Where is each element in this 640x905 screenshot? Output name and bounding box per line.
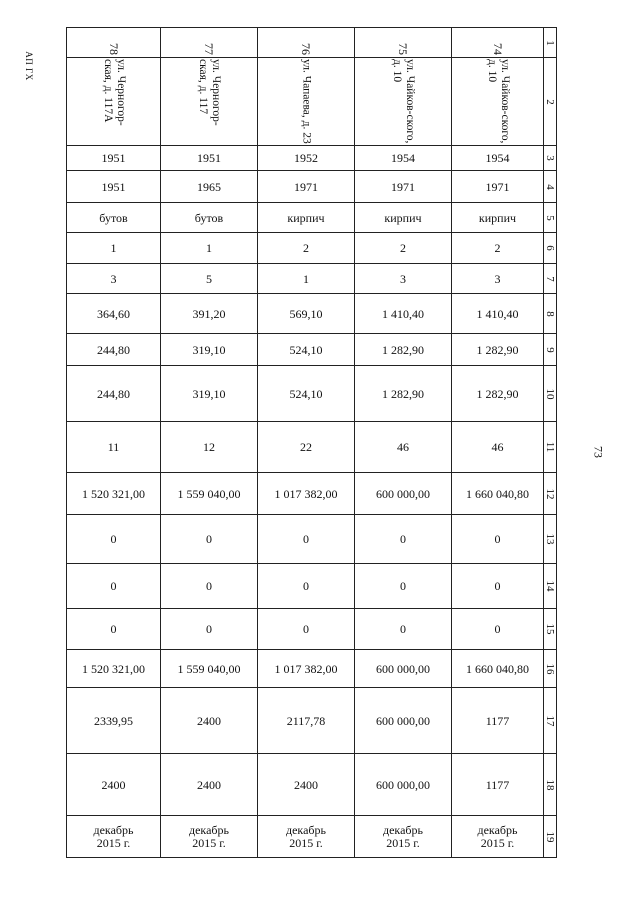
cell-value: 600 000,00 xyxy=(376,486,430,501)
table-cell xyxy=(355,688,452,754)
table-row xyxy=(67,203,557,233)
table-cell xyxy=(161,203,258,233)
table-cell xyxy=(258,146,355,171)
cell-value: 1177 xyxy=(485,777,510,792)
cell-value: 1951 xyxy=(101,151,126,165)
cell-value: 1177 xyxy=(485,713,510,728)
cell-value: 600 000,00 xyxy=(376,777,430,792)
cell-value: 0 xyxy=(400,532,406,546)
address-text: ул. Чапаева, д. 23 xyxy=(300,58,313,144)
table-cell xyxy=(161,171,258,203)
column-number: 74 xyxy=(490,43,505,55)
address-cell xyxy=(67,58,161,146)
row-index: 15 xyxy=(544,623,556,635)
table-cell xyxy=(258,203,355,233)
row-index-cell xyxy=(544,146,557,171)
table-cell xyxy=(67,203,161,233)
table-cell xyxy=(161,688,258,754)
table-cell xyxy=(452,754,544,816)
cell-value: декабрь 2015 г. xyxy=(93,822,134,850)
table-cell xyxy=(452,203,544,233)
row-index: 17 xyxy=(544,715,556,726)
row-index: 5 xyxy=(544,214,556,221)
row-index-cell xyxy=(544,171,557,203)
row-index: 16 xyxy=(544,663,556,674)
table-cell xyxy=(258,515,355,564)
table-row xyxy=(67,650,557,688)
table-cell xyxy=(452,366,544,422)
table-cell xyxy=(258,422,355,473)
cell-value: 0 xyxy=(206,532,212,546)
column-number-cell xyxy=(161,28,258,58)
table-cell xyxy=(355,564,452,609)
row-index-cell xyxy=(544,816,557,858)
cell-value: 1 282,90 xyxy=(382,386,424,401)
cell-value: бутов xyxy=(99,210,128,225)
cell-value: 569,10 xyxy=(289,306,323,321)
cell-value: 1 xyxy=(206,241,212,255)
cell-value: 11 xyxy=(107,440,120,454)
address-text: ул. Черногор-ская, д. 117 xyxy=(197,58,222,126)
row-index-cell xyxy=(544,422,557,473)
table-cell xyxy=(452,564,544,609)
row-index-cell xyxy=(544,688,557,754)
table-cell xyxy=(67,146,161,171)
column-number-cell xyxy=(258,28,355,58)
cell-value: 391,20 xyxy=(192,306,226,321)
table-cell xyxy=(258,609,355,650)
row-index: 13 xyxy=(544,533,556,545)
address-text: ул. Чайков-ского, д. 10 xyxy=(391,58,416,143)
table-cell xyxy=(67,564,161,609)
cell-value: 524,10 xyxy=(289,342,323,357)
address-text: ул. Чайков-ского, д. 10 xyxy=(485,58,511,143)
row-index: 2 xyxy=(544,98,556,105)
row-index: 11 xyxy=(544,441,556,453)
cell-value: 1971 xyxy=(485,179,510,194)
row-index: 10 xyxy=(544,388,556,399)
cell-value: декабрь 2015 г. xyxy=(286,822,326,850)
column-number: 78 xyxy=(106,43,121,55)
row-index: 4 xyxy=(544,183,556,190)
table-row xyxy=(67,609,557,650)
table-cell xyxy=(67,366,161,422)
cell-value: 46 xyxy=(397,440,409,454)
cell-value: 319,10 xyxy=(192,342,226,357)
row-index: 19 xyxy=(544,831,556,842)
table-row xyxy=(67,754,557,816)
cell-value: 0 xyxy=(494,622,501,636)
table-cell xyxy=(452,515,544,564)
cell-value: 3 xyxy=(400,271,406,286)
table-row xyxy=(67,422,557,473)
table-cell xyxy=(452,264,544,294)
table-cell xyxy=(355,294,452,334)
table-cell xyxy=(355,146,452,171)
cell-value: 319,10 xyxy=(192,386,226,401)
cell-value: 1 410,40 xyxy=(382,306,424,321)
cell-value: 1 660 040,80 xyxy=(466,661,529,676)
table-cell xyxy=(258,564,355,609)
table-cell xyxy=(67,609,161,650)
row-index-cell xyxy=(544,366,557,422)
cell-value: 22 xyxy=(300,440,312,454)
table-cell xyxy=(452,146,544,171)
table-cell xyxy=(258,233,355,264)
table-cell xyxy=(452,171,544,203)
cell-value: кирпич xyxy=(287,210,325,225)
table-cell xyxy=(355,233,452,264)
cell-value: 2400 xyxy=(197,713,221,728)
cell-value: 2117,78 xyxy=(286,713,326,728)
table-row xyxy=(67,334,557,366)
table-row xyxy=(67,294,557,334)
cell-value: 0 xyxy=(110,532,117,546)
table-row xyxy=(67,515,557,564)
table-cell xyxy=(452,334,544,366)
cell-value: 0 xyxy=(303,532,309,546)
row-index: 18 xyxy=(544,779,556,790)
cell-value: 0 xyxy=(303,622,309,636)
cell-value: 1954 xyxy=(391,151,415,165)
address-text: ул. Черногор-ская, д. 117А xyxy=(101,58,127,126)
row-index-cell xyxy=(544,754,557,816)
cell-value: 1951 xyxy=(197,151,221,165)
table-cell xyxy=(161,294,258,334)
cell-value: 1971 xyxy=(294,179,318,194)
cell-value: 3 xyxy=(494,271,501,286)
table-cell xyxy=(258,473,355,515)
cell-value: 0 xyxy=(494,579,501,593)
cell-value: 1 282,90 xyxy=(476,386,519,401)
cell-value: 5 xyxy=(206,271,212,286)
table-cell xyxy=(67,264,161,294)
column-number: 75 xyxy=(396,43,410,55)
table-cell xyxy=(258,334,355,366)
table-cell xyxy=(67,294,161,334)
cell-value: 0 xyxy=(400,579,406,593)
table-cell xyxy=(258,650,355,688)
table-row xyxy=(67,58,557,146)
cell-value: 1 xyxy=(303,271,309,286)
table-cell xyxy=(258,264,355,294)
table-cell xyxy=(161,650,258,688)
row-index-cell xyxy=(544,650,557,688)
table-cell xyxy=(355,422,452,473)
row-index-cell xyxy=(544,564,557,609)
cell-value: 2 xyxy=(400,241,406,255)
row-index-cell xyxy=(544,515,557,564)
stamp-text: АП ГХ xyxy=(24,51,34,81)
cell-value: 244,80 xyxy=(97,342,130,357)
table-cell xyxy=(355,515,452,564)
cell-value: 1954 xyxy=(485,151,510,165)
table-cell xyxy=(355,334,452,366)
table-row xyxy=(67,688,557,754)
table-cell xyxy=(355,650,452,688)
cell-value: бутов xyxy=(194,210,224,225)
document-stamp xyxy=(20,46,38,86)
address-cell xyxy=(355,58,452,146)
table-cell xyxy=(161,754,258,816)
table-cell xyxy=(161,515,258,564)
table-cell xyxy=(258,688,355,754)
row-index: 8 xyxy=(544,310,556,317)
table-row xyxy=(67,28,557,58)
cell-value: кирпич xyxy=(384,210,422,225)
table-row xyxy=(67,264,557,294)
table-cell xyxy=(67,688,161,754)
cell-value: декабрь 2015 г. xyxy=(383,822,423,850)
table-row xyxy=(67,564,557,609)
row-index: 1 xyxy=(544,39,556,46)
cell-value: 1 559 040,00 xyxy=(177,486,241,501)
table-cell xyxy=(355,264,452,294)
cell-value: 2400 xyxy=(294,777,318,792)
cell-value: 3 xyxy=(110,271,117,286)
cell-value: 1 017 382,00 xyxy=(274,486,338,501)
table-cell xyxy=(355,816,452,858)
table-row xyxy=(67,473,557,515)
table-cell xyxy=(67,422,161,473)
row-index: 12 xyxy=(544,488,556,499)
cell-value: 1 282,90 xyxy=(382,342,424,357)
cell-value: декабрь 2015 г. xyxy=(189,822,229,850)
table-cell xyxy=(161,473,258,515)
table-cell xyxy=(161,146,258,171)
row-index: 7 xyxy=(544,275,556,282)
cell-value: 1952 xyxy=(294,151,318,165)
table-cell xyxy=(452,650,544,688)
table-cell xyxy=(355,609,452,650)
cell-value: 46 xyxy=(491,440,504,454)
table-row xyxy=(67,233,557,264)
table-cell xyxy=(258,366,355,422)
table-row xyxy=(67,366,557,422)
cell-value: 600 000,00 xyxy=(376,713,430,728)
row-index-cell xyxy=(544,28,557,58)
data-table xyxy=(66,27,557,858)
cell-value: 2 xyxy=(303,241,309,255)
table-cell xyxy=(355,171,452,203)
cell-value: 244,80 xyxy=(97,386,130,401)
cell-value: 1 520 321,00 xyxy=(82,486,145,501)
cell-value: 0 xyxy=(110,622,117,636)
table-cell xyxy=(452,609,544,650)
table-cell xyxy=(258,294,355,334)
row-index-cell xyxy=(544,334,557,366)
address-cell xyxy=(258,58,355,146)
column-number-cell xyxy=(355,28,452,58)
cell-value: 1 660 040,80 xyxy=(466,486,529,501)
cell-value: 12 xyxy=(203,440,215,454)
column-number: 76 xyxy=(299,43,313,55)
table-cell xyxy=(452,473,544,515)
cell-value: 0 xyxy=(400,622,406,636)
table-cell xyxy=(355,366,452,422)
column-number: 77 xyxy=(202,43,216,55)
table-cell xyxy=(161,422,258,473)
row-index: 14 xyxy=(544,580,556,592)
table-cell xyxy=(161,334,258,366)
table-cell xyxy=(355,473,452,515)
table-cell xyxy=(355,203,452,233)
row-index-cell xyxy=(544,264,557,294)
cell-value: 1 017 382,00 xyxy=(274,661,338,676)
row-index: 6 xyxy=(544,245,556,251)
address-cell xyxy=(161,58,258,146)
row-index-cell xyxy=(544,233,557,264)
table-cell xyxy=(161,233,258,264)
cell-value: 1 282,90 xyxy=(476,342,519,357)
row-index-cell xyxy=(544,203,557,233)
table-cell xyxy=(258,816,355,858)
cell-value: кирпич xyxy=(478,210,517,225)
table-cell xyxy=(67,515,161,564)
cell-value: 524,10 xyxy=(289,386,323,401)
column-number-cell xyxy=(452,28,544,58)
table-cell xyxy=(161,264,258,294)
table-cell xyxy=(452,816,544,858)
table-cell xyxy=(67,334,161,366)
table-cell xyxy=(258,754,355,816)
cell-value: 1 xyxy=(110,241,117,255)
column-number-cell xyxy=(67,28,161,58)
table-cell xyxy=(161,564,258,609)
row-index-cell xyxy=(544,609,557,650)
cell-value: 2 xyxy=(494,241,501,255)
page-number-text: 73 xyxy=(591,446,606,458)
table-cell xyxy=(67,473,161,515)
cell-value: декабрь 2015 г. xyxy=(477,822,518,850)
table-row xyxy=(67,171,557,203)
table-cell xyxy=(161,609,258,650)
cell-value: 1 520 321,00 xyxy=(82,661,145,676)
table-cell xyxy=(452,422,544,473)
table-cell xyxy=(452,233,544,264)
table-row xyxy=(67,816,557,858)
cell-value: 2400 xyxy=(101,777,126,792)
address-cell xyxy=(452,58,544,146)
cell-value: 1951 xyxy=(101,179,126,194)
table-cell xyxy=(452,688,544,754)
cell-value: 1 559 040,00 xyxy=(177,661,241,676)
cell-value: 0 xyxy=(110,579,117,593)
page-number xyxy=(588,442,608,462)
cell-value: 0 xyxy=(303,579,309,593)
cell-value: 600 000,00 xyxy=(376,661,430,676)
row-index: 9 xyxy=(544,346,556,353)
cell-value: 1 410,40 xyxy=(476,306,519,321)
table-cell xyxy=(67,171,161,203)
table-cell xyxy=(355,754,452,816)
table-cell xyxy=(161,366,258,422)
table-cell xyxy=(452,294,544,334)
cell-value: 0 xyxy=(206,622,212,636)
table-cell xyxy=(67,816,161,858)
row-index: 3 xyxy=(544,155,556,161)
cell-value: 2400 xyxy=(197,777,221,792)
cell-value: 1965 xyxy=(197,179,221,194)
cell-value: 364,60 xyxy=(97,306,130,321)
row-index-cell xyxy=(544,58,557,146)
row-index-cell xyxy=(544,294,557,334)
cell-value: 1971 xyxy=(391,179,415,194)
table-cell xyxy=(67,754,161,816)
row-index-cell xyxy=(544,473,557,515)
cell-value: 0 xyxy=(494,532,501,546)
cell-value: 2339,95 xyxy=(94,713,133,728)
table-cell xyxy=(67,650,161,688)
table-cell xyxy=(161,816,258,858)
cell-value: 0 xyxy=(206,579,212,593)
table-cell xyxy=(258,171,355,203)
table-row xyxy=(67,146,557,171)
table-cell xyxy=(67,233,161,264)
